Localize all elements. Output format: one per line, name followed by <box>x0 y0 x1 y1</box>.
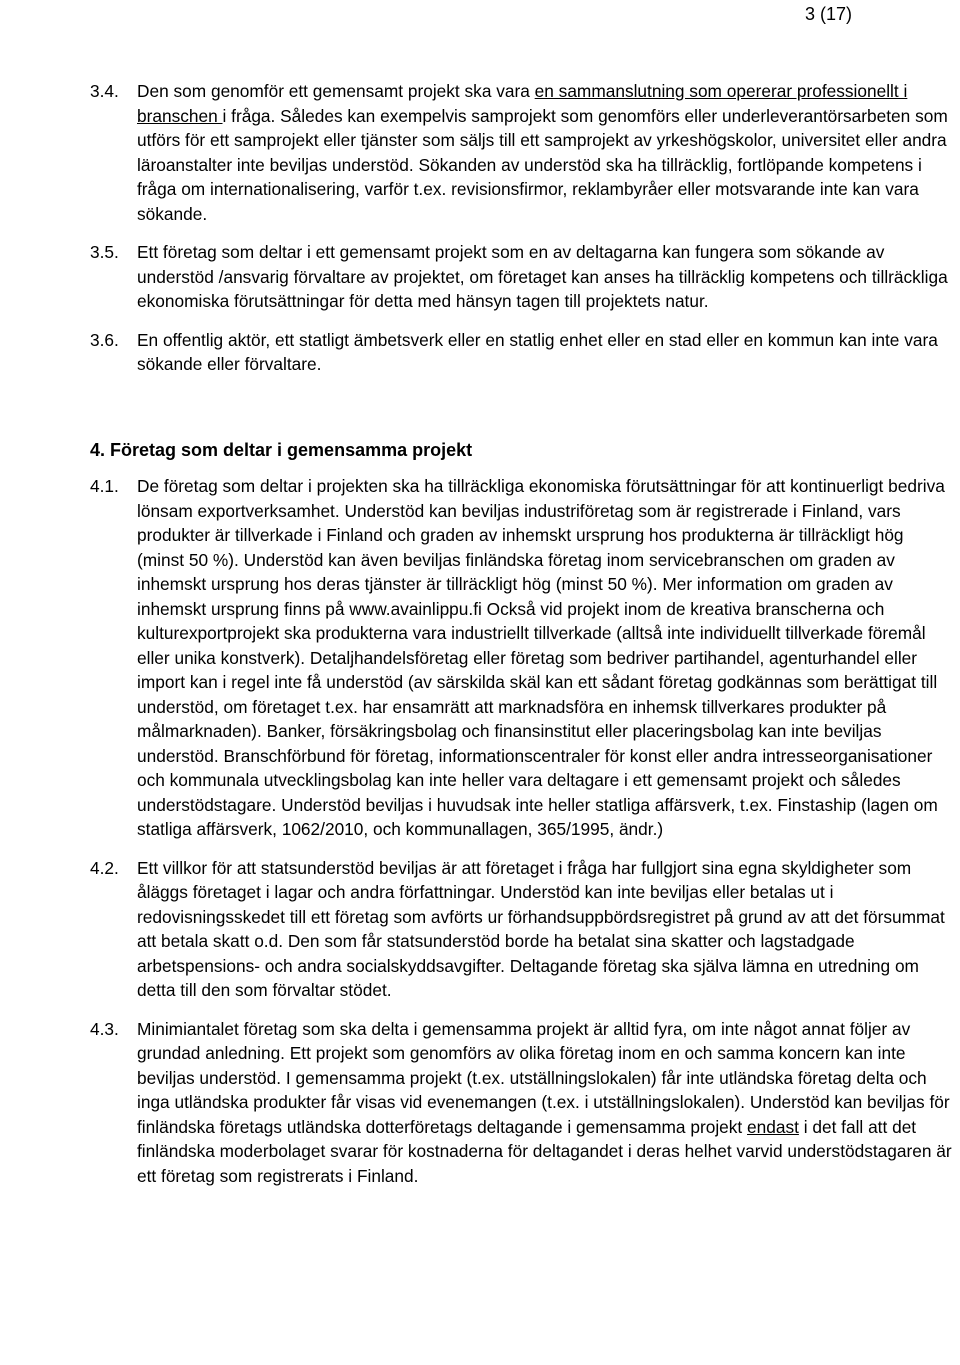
underlined-text: en sammanslutning som opererar professionellt i branschen <box>137 81 908 126</box>
document-body <box>90 79 952 1188</box>
paragraph-number: 3.6. <box>90 329 119 350</box>
paragraph-text: Ett villkor för att statsunderstöd beviljas är att företaget i fråga har fullgjort sina egna skyldigheter som åläggs företaget i lagar och andra författningar. Understöd kan inte beviljas eller betalas ut i redovisningsskedet till ett företag som avförts ur förhandsuppbördsregistret på grund av att det försummat att betala skatt o.d. Den som får statsunderstöd borde ha betalat sina skatter och lagstadgade arbetspensions- och andra socialskyddsavgifter. Deltagande företag ska själva lämna en utredning om detta till den som förvaltar stödet. <box>137 857 945 1000</box>
paragraph-4-3 <box>90 1017 952 1189</box>
section-heading: 4. Företag som deltar i gemensamma projekt <box>90 439 473 460</box>
paragraph-text-part: Den som genomför ett gemensamt projekt ska vara <box>137 81 535 101</box>
paragraph-4-1 <box>90 474 952 842</box>
paragraph-text <box>137 79 952 226</box>
paragraph-number: 4.3. <box>90 1018 119 1039</box>
paragraph-text <box>137 1017 952 1189</box>
paragraph-number: 3.5. <box>90 242 119 262</box>
paragraph-4-2 <box>90 856 952 1003</box>
page-number: 3 (17) <box>804 4 852 24</box>
paragraph-text-part: i det fall att det finländska moderbolaget svarar för kostnaderna för deltagandet i deras helhet varvid understödstagaren är ett företag som registrerats i Finland. <box>137 1116 952 1186</box>
underlined-text: endast <box>747 1116 799 1137</box>
paragraph-3-5 <box>90 240 952 314</box>
paragraph-3-6 <box>90 328 952 377</box>
paragraph-number: 4.2. <box>90 857 119 878</box>
paragraph-number: 3.4. <box>90 81 119 101</box>
paragraph-text-part: i fråga. Således kan exempelvis samprojekt som genomförs eller underleverantörsarbeten som utförs för ett samprojekt eller tjänster som säljs till ett samprojekt av yrkeshögskolor, universitet eller andra läroanstalter inte beviljas understöd. Sökanden av understöd ska ha tillräcklig, fortlöpande kompetens i fråga om internationalisering, varför t.ex. revisionsfirmor, reklambyråer eller motsvarande inte kan vara sökande. <box>137 105 948 224</box>
paragraph-text: De företag som deltar i projekten ska ha tillräckliga ekonomiska förutsättningar för att kontinuerligt bedriva lönsam exportverksamhet. Understöd kan beviljas industriföretag som är registrerade i Finland, vars produkter är tillverkade i Finland och graden av inhemskt ursprung hos produkterna är tillräckligt hög (minst 50 %). Understöd kan även beviljas finländska företag inom servicebranschen om graden av inhemskt ursprung hos deras tjänster är tillräckligt hög (minst 50 %). Mer information om graden av inhemskt ursprung finns på www.avainlippu.fi Också vid projekt inom de kreativa branscherna och kulturexportprojekt ska produkterna vara industriellt tillverkade (alltså inte individuellt tillverkade föremål eller unika konstverk). Detaljhandelsföretag eller företag som bedriver partihandel, agenturhandel eller import kan i regel inte få understöd (av särskilda skäl kan ett sådant företag godkännas som berättigat till understöd, om företaget t.ex. har ensamrätt att marknadsföra en inhemsk tillverkares produkter på målmarknaden). Banker, försäkringsbolag och finansinstitut eller placeringsbolag kan inte beviljas understöd. Branschförbund för företag, informationscentraler för konst eller andra intresseorganisationer och kommunala utvecklingsbolag kan inte heller vara deltagare i ett gemensamt projekt och således understödstagare. Understöd beviljas i huvudsak inte heller statliga affärsverk, t.ex. Finstaship (lagen om statliga affärsverk, 1062/2010, och kommunallagen, 365/1995, ändr.) <box>137 476 945 839</box>
paragraph-number: 4.1. <box>90 476 119 496</box>
paragraph-text-part: Minimiantalet företag som ska delta i gemensamma projekt är alltid fyra, om inte något annat följer av grundad anledning. Ett projekt som genomförs av olika företag inom en och samma koncern kan inte beviljas understöd. I gemensamma projekt (t.ex. utställningslokalen) får inte utländska företag delta och inga utländska produkter får visas vid evenemangen (t.ex. i utställningslokalen). Understöd kan beviljas för finländska företags utländska dotterföretags deltagande i gemensamma projekt <box>137 1018 950 1137</box>
paragraph-text: Ett företag som deltar i ett gemensamt projekt som en av deltagarna kan fungera som sökande av understöd /ansvarig förvaltare av projektet, om företaget kan anses ha tillräcklig kompetens och tillräckliga ekonomiska förutsättningar för detta med hänsyn tagen till projektets natur. <box>137 242 948 311</box>
paragraph-3-4 <box>90 79 952 226</box>
paragraph-text: En offentlig aktör, ett statligt ämbetsverk eller en statlig enhet eller en stad eller en kommun kan inte vara sökande eller förvaltare. <box>137 329 938 374</box>
